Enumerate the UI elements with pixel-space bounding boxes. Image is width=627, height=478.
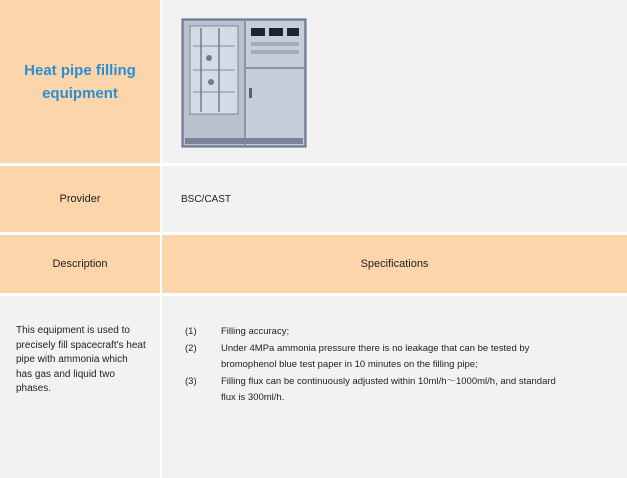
spec-text: Under 4MPa ammonia pressure there is no leakage that can be tested by bromophenol blue test paper in 10 minutes on the filling pipe; [221, 342, 530, 370]
row-divider [0, 163, 627, 166]
provider-label: Provider [59, 193, 101, 205]
spec-number: (3) [185, 375, 197, 387]
description-header: Description [52, 258, 108, 270]
page-title [0, 0, 160, 163]
equipment-cabinet-icon [181, 18, 307, 148]
provider-value: BSC/CAST [181, 193, 232, 205]
spec-number: (1) [185, 326, 197, 337]
provider-value-cell [162, 166, 627, 232]
provider-label-cell [0, 166, 160, 232]
description-cell [0, 296, 160, 478]
spec-item [185, 374, 627, 407]
specifications-header: Specifications [360, 258, 429, 270]
spec-text: Filling flux can be continuously adjusted within 10ml/h～1000ml/h, and standard flux is 300ml/h. [221, 375, 556, 403]
description-text: This equipment is used to precisely fill spacecraft's heat pipe with ammonia which has gas and liquid two phases. [16, 325, 146, 394]
description-header-cell [0, 235, 160, 293]
specifications-header-cell [162, 235, 627, 293]
column-divider [160, 0, 162, 478]
spec-text: Filling accuracy; [221, 326, 290, 337]
spec-number: (2) [185, 342, 197, 354]
spec-item [185, 341, 627, 374]
row-divider [0, 232, 627, 235]
row-divider [0, 293, 627, 296]
specifications-cell [162, 296, 627, 478]
page-title-text: Heat pipe filling equipment [24, 61, 136, 102]
spec-item [185, 324, 627, 341]
